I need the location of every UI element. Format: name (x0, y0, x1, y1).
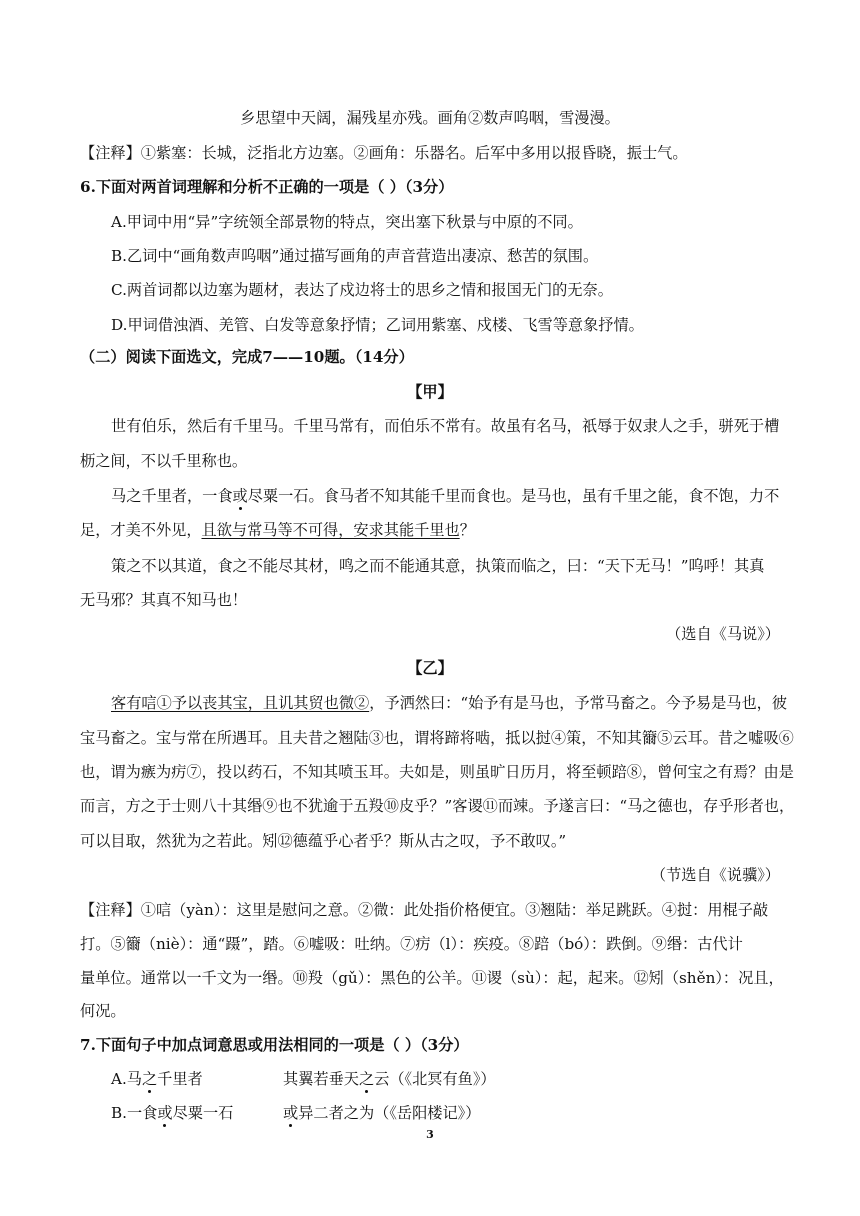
passage-yi-notes-line1: 【注释】①唁（yàn）：这里是慰问之意。②微：此处指价格便宜。③翘陆：举足跳跃。④挝：用棍子敲 (80, 901, 769, 919)
underlined-sentence: 客有唁①予以丧其宝，且讥其贸也微② (111, 694, 370, 712)
text-run: A.马 (111, 1070, 142, 1088)
passage-yi-notes-line4: 何况。 (80, 1002, 126, 1020)
passage-jia-p2-line2 (80, 520, 475, 540)
text-run: ，予洒然曰：“始予有是马也，予常马畜之。今予易是马也，彼 (369, 694, 788, 712)
text-run: ？ (459, 521, 475, 539)
text-run: B.一食 (111, 1104, 158, 1122)
passage-jia-p3-line1: 策之不以其道，食之不能尽其材，鸣之而不能通其意，执策而临之，曰：“天下无马！”呜呼！其真 (111, 557, 765, 575)
passage-jia-p3-line2: 无马邪？其真不知马也！ (80, 591, 248, 609)
passage-jia-p1-line2: 枥之间，不以千里称也。 (80, 452, 248, 470)
passage-yi-line4: 而言，方之于士则八十其缗⑨也不犹逾于五羖⑩皮乎？”客谡⑪而竦。予遂言曰：“马之德也，存乎形者也， (80, 797, 795, 815)
section-2-heading: （二）阅读下面选文，完成7——10题。（14分） (80, 348, 414, 366)
question-6-option-d: D.甲词借浊酒、羌管、白发等意象抒情；乙词用紫塞、戍楼、飞雪等意象抒情。 (111, 316, 644, 334)
passage-yi-line2: 宝马畜之。宝与常在所遇耳。且夫昔之翘陆③也，谓将蹄将啮，抵以挝④策，不知其籋⑤云耳。昔之嘘吸⑥ (80, 729, 794, 747)
question-7-stem: 7.下面句子中加点词意思或用法相同的一项是（ ）（3分） (80, 1036, 469, 1054)
question-6-stem: 6.下面对两首词理解和分析不正确的一项是（ ）（3分） (80, 178, 454, 196)
question-6-option-a: A.甲词中用“异”字统领全部景物的特点，突出塞下秋景与中原的不同。 (111, 213, 583, 231)
question-6-option-c: C.两首词都以边塞为题材，表达了戍边将士的思乡之情和报国无门的无奈。 (111, 281, 613, 299)
text-run: 其翼若垂天 (283, 1070, 359, 1088)
passage-jia-p1-line1: 世有伯乐，然后有千里马。千里马常有，而伯乐不常有。故虽有名马，祇辱于奴隶人之手，骈死于槽 (111, 417, 780, 435)
passage-yi-source: （节选自《说骥》） (650, 866, 780, 884)
text-run: 尽粟一石 (172, 1104, 234, 1122)
poem-tail-line: 乡思望中天阔，漏残星亦残。画角②数声呜咽，雪漫漫。 (240, 109, 620, 127)
passage-yi-notes-line3: 量单位。通常以一千文为一缗。⑩羖（gǔ）：黑色的公羊。⑪谡（sù）：起，起来。⑫矧（shěn）：况且， (80, 969, 784, 987)
passage-jia-p2-line1 (111, 486, 779, 506)
passage-jia-title: 【甲】 (407, 383, 453, 401)
underlined-sentence: 且欲与常马等不可得，安求其能千里也 (201, 521, 460, 539)
text-run: 千里者 (157, 1070, 203, 1088)
question-7-option-a-left (111, 1069, 203, 1089)
dotted-word: 或 (283, 1104, 299, 1122)
page-number: 3 (426, 1128, 434, 1141)
dotted-word: 之 (141, 1070, 158, 1088)
poem-notes: 【注释】①紫塞：长城，泛指北方边塞。②画角：乐器名。后军中多用以报昏晓，振士气。 (80, 144, 688, 162)
text-run: 异二者之为（《岳阳楼记》） (298, 1104, 481, 1122)
question-6-option-b: B.乙词中“画角数声呜咽”通过描写画角的声音营造出凄凉、愁苦的氛围。 (111, 247, 599, 265)
passage-yi-line1 (111, 693, 787, 713)
text-run: 云（《北冥有鱼》） (374, 1070, 496, 1088)
passage-yi-notes-line2: 打。⑤籋（niè）：通“蹑”，踏。⑥嘘吸：吐纳。⑦疠（l）：疾疫。⑧踣（bó）：跌倒。⑨缗：古代计 (80, 935, 743, 953)
passage-yi-title: 【乙】 (407, 659, 453, 677)
question-7-option-b-left (111, 1103, 233, 1123)
text-run: 足，才美不外见， (80, 521, 202, 539)
passage-yi-line3: 也，谓为瘯为疠⑦，投以药石，不知其喷玉耳。夫如是，则虽旷日历月，将至顿踣⑧，曾何宝之有焉？由是 (80, 763, 794, 781)
passage-jia-source: （选自《马说》） (666, 625, 780, 643)
text-run: 尽粟一石。食马者不知其能千里而食也。是马也，虽有千里之能，食不饱，力不 (247, 487, 780, 505)
passage-yi-line5: 可以目取，然犹为之若此。矧⑫德蕴乎心者乎？斯从古之叹，予不敢叹。” (80, 832, 567, 850)
question-7-option-b-right (283, 1103, 480, 1123)
dotted-word: 或 (157, 1104, 173, 1122)
dotted-word: 之 (358, 1070, 375, 1088)
question-7-option-a-right (283, 1069, 496, 1089)
dotted-word: 或 (232, 487, 248, 505)
text-run: 马之千里者，一食 (111, 487, 233, 505)
